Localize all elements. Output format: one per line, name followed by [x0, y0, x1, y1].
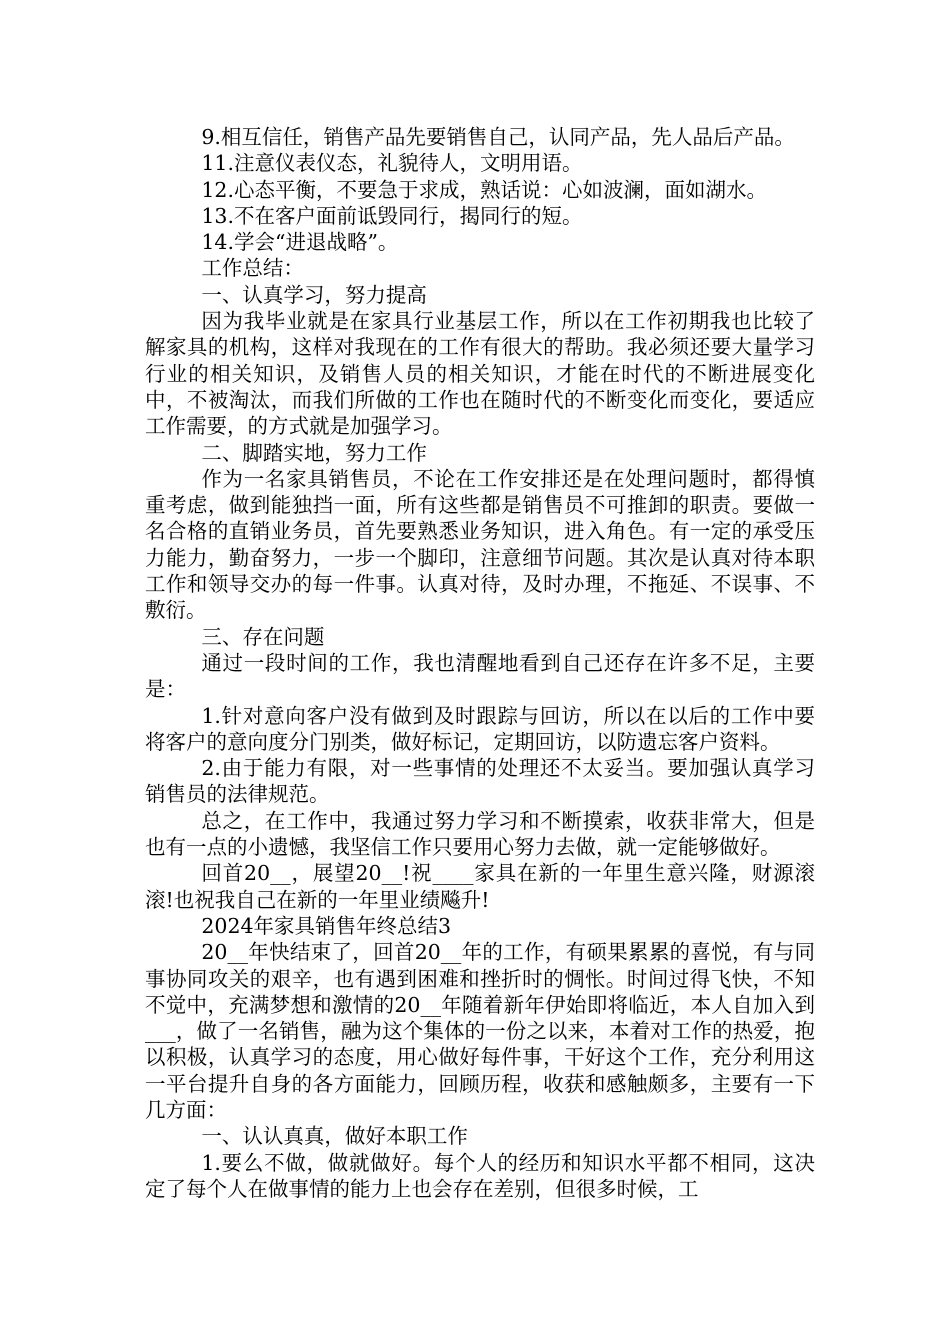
list-item-12: 12.心态平衡，不要急于求成，熟话说：心如波澜，面如湖水。: [201, 177, 767, 202]
section-heading-work-summary: 工作总结：: [201, 256, 304, 281]
section-heading-work: 二、脚踏实地，努力工作: [201, 440, 427, 465]
problem-item-2: 2.由于能力有限，对一些事情的处理还不太妥当。要加强认真学习销售员的法律规范。: [145, 756, 815, 807]
paragraph-work: 作为一名家具销售员，不论在工作安排还是在处理问题时，都得慎重考虑，做到能独挡一面，所有这些都是销售员不可推卸的职责。要做一名合格的直销业务员，首先要熟悉业务知识，进入角色。有一定的承受压力能力，勤奋努力，一步一个脚印，注意细节问题。其次是认真对待本职工作和领导交办的每一件事。认真对待，及时办理，不拖延、不误事、不敷衍。: [145, 466, 815, 623]
document-subtitle: 2024年家具销售年终总结3: [201, 913, 452, 938]
section-heading-study: 一、认真学习，努力提高: [201, 282, 427, 307]
list-item-14: 14.学会“进退战略”。: [201, 230, 399, 255]
paragraph-intro-3: 20__年快结束了，回首20__年的工作，有硕果累累的喜悦，有与同事协同攻关的艰辛，也有遇到困难和挫折时的惆怅。时间过得飞快，不知不觉中，充满梦想和激情的20__年随着新年伊始即将临近，本人自加入到___，做了一名销售，融为这个集体的一份之以来，本着对工作的热爱，抱以积极，认真学习的态度，用心做好每件事，干好这个工作，充分利用这一平台提升自身的各方面能力，回顾历程，收获和感触颇多，主要有一下几方面：: [145, 940, 815, 1122]
section-heading-duties: 一、认认真真，做好本职工作: [201, 1124, 468, 1149]
list-item-11: 11.注意仪表仪态，礼貌待人，文明用语。: [201, 151, 583, 176]
paragraph-conclusion: 总之，在工作中，我通过努力学习和不断摸索，收获非常大，但是也有一点的小遗憾，我坚信工作只要用心努力去做，就一定能够做好。: [145, 808, 815, 860]
document-body: [145, 124, 815, 1202]
list-item-13: 13.不在客户面前诋毁同行，揭同行的短。: [201, 203, 583, 228]
section-heading-problems: 三、存在问题: [201, 624, 325, 649]
paragraph-problems-intro: 通过一段时间的工作，我也清醒地看到自己还存在许多不足，主要是：: [145, 650, 815, 702]
list-item-9: 9.相互信任，销售产品先要销售自己，认同产品，先人品后产品。: [201, 125, 795, 149]
paragraph-study: 因为我毕业就是在家具行业基层工作，所以在工作初期我也比较了解家具的机构，这样对我现在的工作有很大的帮助。我必须还要大量学习行业的相关知识，及销售人员的相关知识，才能在时代的不断进展变化中，不被淘汰，而我们所做的工作也在随时代的不断变化而变化，要适应工作需要，的方式就是加强学习。: [145, 309, 815, 439]
duty-item-1: 1.要么不做，做就做好。每个人的经历和知识水平都不相同，这决定了每个人在做事情的能力上也会存在差别，但很多时候，工: [145, 1150, 815, 1201]
paragraph-wishes: 回首20__，展望20__!祝____家具在新的一年里生意兴隆，财源滚滚!也祝我自己在新的一年里业绩飚升!: [145, 861, 815, 912]
problem-item-1: 1.针对意向客户没有做到及时跟踪与回访，所以在以后的工作中要将客户的意向度分门别类，做好标记，定期回访，以防遗忘客户资料。: [145, 703, 815, 754]
